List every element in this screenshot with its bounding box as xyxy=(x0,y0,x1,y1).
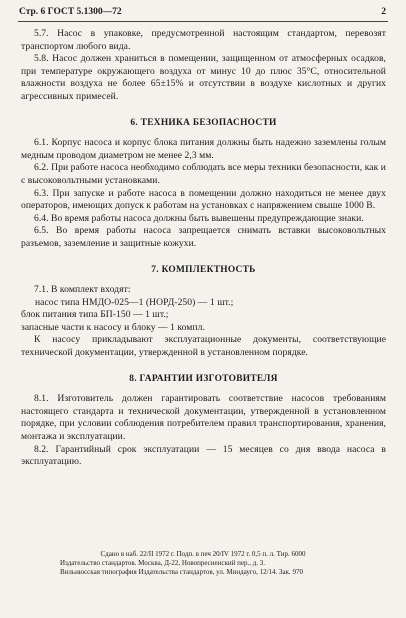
page-header xyxy=(0,0,406,22)
header-title: Стр. 6 ГОСТ 5.1300—72 xyxy=(19,7,122,17)
section-heading-7: 7. КОМПЛЕКТНОСТЬ xyxy=(151,264,256,275)
kit-item: запасные части к насосу и блоку — 1 компл. xyxy=(21,321,205,333)
kit-item: насос типа НМДО-025—1 (НОРД-250) — 1 шт.; xyxy=(35,296,234,308)
publication-imprint xyxy=(20,550,386,577)
paragraph-5-7: 5.7. Насос в упаковке, предусмотренной настоящим стандартом, перевозят транспортом любого вида. xyxy=(21,28,386,52)
paragraph-6-5: 6.5. Во время работы насоса запрещается снимать вставки высоковольтных разъемов, заземление и защитные кожухи. xyxy=(21,225,386,249)
paragraph-7-note: К насосу прикладывают эксплуатационные документы, соответствующие технической документации, утвержденной в установленном порядке. xyxy=(21,334,386,359)
imprint-print-details: Сдано в наб. 22/II 1972 г. Подп. в печ 20/IV 1972 г. 0,5 п. л. Тир. 6000 xyxy=(100,550,306,558)
paragraph-8-1: 8.1. Изготовитель должен гарантировать соответствие насосов требованиям настоящего стандарта и технической документации, утвержденной в установленном порядке, при условии соблюдения потребителем правил транспортирования, хранения, монтажа и эксплуатации. xyxy=(21,393,386,443)
paragraph-8-2: 8.2. Гарантийный срок эксплуатации — 15 месяцев со дня ввода насоса в эксплуатацию. xyxy=(21,443,386,468)
paragraph-7-1: 7.1. В комплект входят: xyxy=(34,284,131,296)
imprint-printer: Вильнюсская типография Издательства стандартов, ул. Миндауго, 12/14. Зак. 970 xyxy=(60,568,304,576)
imprint-publisher: Издательство стандартов. Москва, Д-22, Новопресненский пер., д. 3. xyxy=(60,559,266,567)
paragraph-5-8: 5.8. Насос должен храниться в помещении, защищенном от атмосферных осадков, при температуре окружающего воздуха от минус 10 до плюс 35°С, относительной влажности воздуха не более 65±15% и отсутствии в воздухе кислотных и других агрессивных примесей. xyxy=(21,53,386,102)
section-heading-8: 8. ГАРАНТИИ ИЗГОТОВИТЕЛЯ xyxy=(129,373,278,384)
header-rule xyxy=(18,21,388,22)
document-body xyxy=(21,28,386,469)
paragraph-6-4: 6.4. Во время работы насоса должны быть вывешены предупреждающие знаки. xyxy=(34,212,364,224)
paragraph-6-1: 6.1. Корпус насоса и корпус блока питания должны быть надежно заземлены голым медным проводом диаметром не менее 2,3 мм. xyxy=(21,137,386,161)
paragraph-6-2: 6.2. При работе насоса необходимо соблюдать все меры техники безопасности, как и с высоковольтными установками. xyxy=(21,162,386,186)
section-heading-6: 6. ТЕХНИКА БЕЗОПАСНОСТИ xyxy=(130,117,277,128)
header-right-mark: 2 xyxy=(381,7,386,17)
kit-item: блок питания типа БП-150 — 1 шт.; xyxy=(21,309,169,321)
paragraph-6-3: 6.3. При запуске и работе насоса в помещении должно находиться не менее двух операторов, имеющих допуск к работам на установках с напряжением свыше 1000 В. xyxy=(21,187,386,212)
